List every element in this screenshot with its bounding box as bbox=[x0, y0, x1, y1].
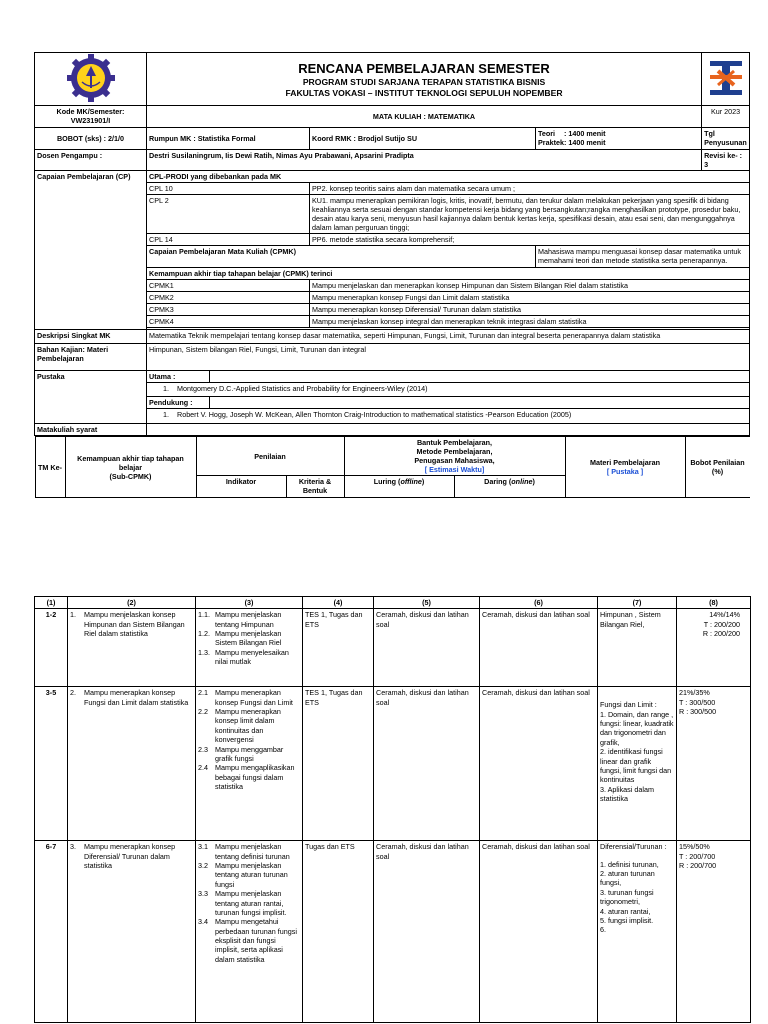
kurikulum: Kur 2023 bbox=[702, 106, 750, 128]
daring-cell: Ceramah, diskusi dan latihan soal bbox=[480, 841, 598, 1023]
schedule-header-table bbox=[35, 436, 750, 498]
kemampuan-cell: 2. Mampu menerapkan konsep Fungsi dan Limit dalam statistika bbox=[68, 687, 196, 841]
program-name: PROGRAM STUDI SARJANA TERAPAN STATISTIKA BISNIS bbox=[302, 77, 546, 88]
matakuliah-syarat-label: Matakuliah syarat bbox=[35, 424, 147, 436]
pustaka-label: Pustaka bbox=[35, 371, 147, 424]
th-penilaian: Penilaian bbox=[196, 437, 344, 476]
th-kemampuan: Kemampuan akhir tiap tahapan belajar (Sub-CPMK) bbox=[65, 437, 196, 498]
cpmk-item-text: Mampu menerapkan konsep Fungsi dan Limit dalam statistika bbox=[310, 292, 750, 304]
th-indikator: Indikator bbox=[196, 476, 286, 498]
col-number: (4) bbox=[303, 597, 374, 609]
cpl-text: KU1. mampu menerapkan pemikiran logis, kritis, inovatif, bermutu, dan terukur dalam melakukan pekerjaan yang spesifik di bidang keahliannya serta sesuai dengan standar kompetensi kerja bidang yang bersangkutan;rangka menghasilkan prototype, prosedur baku, desain atau karya seni, menyusun hasil kajiannya dalam bentuk kertas kerja, spesifikasi desain, atau esai seni, dan mengunggahnya dalam laman perguruan tinggi; bbox=[310, 195, 750, 234]
pustaka-content bbox=[147, 371, 750, 424]
cp-label: Capaian Pembelajaran (CP) bbox=[35, 171, 147, 330]
table-row bbox=[35, 687, 751, 841]
col-number: (8) bbox=[677, 597, 751, 609]
tm-cell: 1-2 bbox=[35, 609, 68, 687]
cpl-code: CPL 2 bbox=[147, 195, 310, 234]
th-bobot: Bobot Penilaian (%) bbox=[685, 437, 750, 498]
kemampuan-cell: 3. Mampu menerapkan konsep Diferensial/ Turunan dalam statistika bbox=[68, 841, 196, 1023]
utama-label: Utama : bbox=[147, 371, 210, 382]
daring-cell: Ceramah, diskusi dan latihan soal bbox=[480, 609, 598, 687]
kriteria-cell: TES 1, Tugas dan ETS bbox=[303, 609, 374, 687]
kemampuan-akhir-heading: Kemampuan akhir tiap tahapan belajar (CPMK) terinci bbox=[147, 268, 750, 280]
cpmk-code: CPMK2 bbox=[147, 292, 310, 304]
luring-cell: Ceramah, diskusi dan latihan soal bbox=[374, 687, 480, 841]
koord-rmk: Koord RMK : Brodjol Sutijo SU bbox=[310, 128, 536, 150]
waktu-teori-praktek: Teori : 1400 menit Praktek: 1400 menit bbox=[536, 128, 702, 150]
indikator-cell: 2.1 Mampu menerapkan konsep Fungsi dan Limit 2.2 Mampu menerapkan konsep limit dalam kontinuitas dan konvergensi 2.3 Mampu menggambar grafik fungsi 2.4 Mampu mengaplikasikan bebagai fungsi dalam statistika bbox=[196, 687, 303, 841]
cpl-text: PP2. konsep teoritis sains alam dan matematika secara umum ; bbox=[310, 183, 750, 195]
bobot-cell: 15%/50% T : 200/700 R : 200/700 bbox=[677, 841, 751, 1023]
tgl-penyusunan: Tgl Penyusunan bbox=[702, 128, 750, 150]
deskripsi-text: Matematika Teknik mempelajari tentang konsep dasar matematika, seperti Himpunan, Fungsi, Limit, Turunan dan integral beserta penerapannya dalam statistika bbox=[147, 330, 750, 344]
cpmk-item-text: Mampu menjelaskan dan menerapkan konsep Himpunan dan Sistem Bilangan Riel dalam statistika bbox=[310, 280, 750, 292]
kriteria-cell: Tugas dan ETS bbox=[303, 841, 374, 1023]
cpl-code: CPL 10 bbox=[147, 183, 310, 195]
cpl-prodi-heading: CPL-PRODI yang dibebankan pada MK bbox=[147, 171, 750, 183]
mata-kuliah: MATA KULIAH : MATEMATIKA bbox=[147, 106, 702, 128]
bahan-kajian-text: Himpunan, Sistem bilangan Riel, Fungsi, Limit, Turunan dan integral bbox=[147, 344, 750, 371]
vokasi-logo-cell bbox=[702, 53, 750, 106]
faculty-name: FAKULTAS VOKASI – INSTITUT TEKNOLOGI SEPULUH NOPEMBER bbox=[285, 88, 563, 99]
cpmk-item-text: Mampu menerapkan konsep Diferensial/ Turunan dalam statistika bbox=[310, 304, 750, 316]
th-bantuk-pembelajaran: Bantuk Pembelajaran, Metode Pembelajaran, Penugasan Mahasiswa, [ Estimasi Waktu] bbox=[344, 437, 565, 476]
table-row bbox=[35, 841, 751, 1023]
col-number: (7) bbox=[598, 597, 677, 609]
tm-cell: 6-7 bbox=[35, 841, 68, 1023]
cpmk-code: CPMK1 bbox=[147, 280, 310, 292]
daring-cell: Ceramah, diskusi dan latihan soal bbox=[480, 687, 598, 841]
th-tm: TM Ke- bbox=[35, 437, 65, 498]
bobot-cell: 14%/14% T : 200/200 R : 200/200 bbox=[677, 609, 751, 687]
col-number: (3) bbox=[196, 597, 303, 609]
dosen-value: Destri Susilaningrum, Iis Dewi Ratih, Nimas Ayu Prabawani, Apsarini Pradipta bbox=[147, 150, 702, 171]
cpmk-text: Mahasiswa mampu menguasai konsep dasar matematika untuk memahami teori dan metode statistika serta penerapannya. bbox=[536, 246, 750, 268]
kriteria-cell: TES 1, Tugas dan ETS bbox=[303, 687, 374, 841]
schedule-table bbox=[34, 596, 751, 1023]
cpl-text: PP6. metode statistika secara komprehensif; bbox=[310, 234, 750, 246]
dosen-label: Dosen Pengampu : bbox=[35, 150, 147, 171]
materi-cell: Diferensial/Turunan : 1. definisi turunan, 2. aturan turunan fungsi, 3. turunan fungsi trigonometri, 4. aturan rantai, 5. fungsi implisit. 6. bbox=[598, 841, 677, 1023]
rps-header-table bbox=[34, 52, 750, 498]
materi-cell: Fungsi dan Limit : 1. Domain, dan range , fungsi: linear, kuadratik dan trigonometri dan grafik, 2. identifikasi fungsi linear dan grafik fungsi, limit fungsi dan kontinuitas 3. Aplikasi dalam statistika bbox=[598, 687, 677, 841]
th-kriteria: Kriteria & Bentuk bbox=[286, 476, 344, 498]
bobot-cell: 21%/35% T : 300/500 R : 300/500 bbox=[677, 687, 751, 841]
cpl-code: CPL 14 bbox=[147, 234, 310, 246]
document-title: RENCANA PEMBELAJARAN SEMESTER bbox=[298, 61, 550, 77]
indikator-cell: 1.1. Mampu menjelaskan tentang Himpunan 1.2. Mampu menjelaskan Sistem Bilangan Riel 1.3. Mampu menyelesaikan nilai mutlak bbox=[196, 609, 303, 687]
rumpun-mk: Rumpun MK : Statistika Formal bbox=[147, 128, 310, 150]
cpmk-code: CPMK4 bbox=[147, 316, 310, 328]
deskripsi-label: Deskripsi Singkat MK bbox=[35, 330, 147, 344]
luring-cell: Ceramah, diskusi dan latihan soal bbox=[374, 609, 480, 687]
cpmk-item-text: Mampu menjelaskan konsep integral dan menerapkan teknik integrasi dalam statistika bbox=[310, 316, 750, 328]
indikator-cell: 3.1 Mampu menjelaskan tentang definisi turunan 3.2 Mampu menjelaskan tentang aturan turunan fungsi 3.3 Mampu menjelaskan tentang aturan rantai, turunan fungsi implisit. 3.4 Mampu mengetahui perbedaan turunan fungsi eksplisit dan fungsi implisit, serta aplikasi dalam statistika bbox=[196, 841, 303, 1023]
cpmk-label: Capaian Pembelajaran Mata Kuliah (CPMK) bbox=[147, 246, 536, 268]
its-logo-cell bbox=[35, 53, 147, 106]
its-logo-icon bbox=[66, 54, 116, 102]
col-number: (5) bbox=[374, 597, 480, 609]
th-materi: Materi Pembelajaran [ Pustaka ] bbox=[565, 437, 685, 498]
kode-mk: Kode MK/Semester: VW231901/I bbox=[35, 106, 147, 128]
matakuliah-syarat-value bbox=[147, 424, 750, 436]
col-number: (6) bbox=[480, 597, 598, 609]
bobot-sks: BOBOT (sks) : 2/1/0 bbox=[35, 128, 147, 150]
luring-cell: Ceramah, diskusi dan latihan soal bbox=[374, 841, 480, 1023]
kemampuan-cell: 1. Mampu menjelaskan konsep Himpunan dan Sistem Bilangan Riel dalam statistika bbox=[68, 609, 196, 687]
bahan-kajian-label: Bahan Kajian: Materi Pembelajaran bbox=[35, 344, 147, 371]
th-luring: Luring (offline) bbox=[344, 476, 454, 498]
th-daring: Daring (online) bbox=[454, 476, 565, 498]
col-number: (1) bbox=[35, 597, 68, 609]
col-number: (2) bbox=[68, 597, 196, 609]
pendukung-item: 1. Robert V. Hogg, Joseph W. McKean, Allen Thornton Craig-Introduction to mathematical statistics -Pearson Education (2005) bbox=[163, 410, 572, 419]
revisi: Revisi ke- : 3 bbox=[702, 150, 750, 171]
table-row bbox=[35, 609, 751, 687]
vokasi-logo-icon bbox=[706, 57, 746, 99]
tm-cell: 3-5 bbox=[35, 687, 68, 841]
cpmk-code: CPMK3 bbox=[147, 304, 310, 316]
utama-item: 1. Montgomery D.C.-Applied Statistics and Probability for Engineers-Wiley (2014) bbox=[147, 383, 749, 397]
pendukung-label: Pendukung : bbox=[147, 397, 210, 408]
materi-cell: Himpunan , Sistem Bilangan Riel, bbox=[598, 609, 677, 687]
